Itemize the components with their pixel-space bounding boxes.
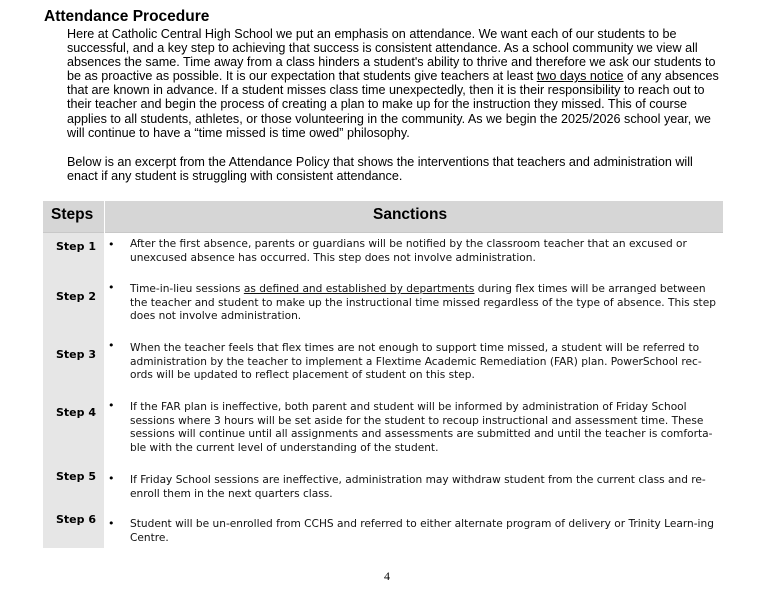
step-4-bullet: • bbox=[108, 399, 115, 412]
step-1-sanction: After the first absence, parents or guardians will be notified by the classroom teacher that an excused or unexcused absence has occurred. This step does not involve administration. bbox=[130, 238, 687, 264]
page-number: 4 bbox=[384, 569, 390, 583]
step-2-text-end: during flex times will be arranged between the teacher and student to make up the instructional time missed regardless of the type of absence. This step does not involve administration. bbox=[130, 283, 716, 323]
section-heading: Attendance Procedure bbox=[44, 8, 210, 25]
step-5-bullet: • bbox=[108, 472, 115, 485]
step-2-label: Step 2 bbox=[56, 290, 96, 303]
intro-text-start: Here at Catholic Central High School we put an emphasis on attendance. We want each of our students to be successful, and a key step to achieving that success is consistent attendance. As a school community we view all absences the same. Time away from a class hinders a student's ability to thrive and therefore we ask our students to be as proactive as possible. It is our expectation that students give teachers at least bbox=[67, 27, 716, 84]
intro-text-end: of any absences that are known in advance. If a student misses class time unexpectedly, then it is their responsibility to reach out to their teacher and begin the process of creating a plan to make up for the instruction they missed. This of course applies to all students, athletes, or those volunteering in the community. As we begin the 2025/2026 school year, we will continue to have a “time missed is time owed” philosophy. bbox=[67, 69, 719, 140]
steps-column-header: Steps bbox=[51, 206, 94, 223]
step-2-bullet: • bbox=[108, 281, 115, 294]
step-3-sanction: When the teacher feels that flex times are not enough to support time missed, a student will be referred to administration by the teacher to implement a Flextime Academic Remediation (FAR) plan. PowerSchool rec-ords will be updated to reflect placement of student on this step. bbox=[130, 342, 702, 382]
step-2-text-start: Time-in-lieu sessions bbox=[130, 283, 244, 295]
step-3-label: Step 3 bbox=[56, 348, 96, 361]
header-divider bbox=[104, 201, 105, 233]
step-2-sanction bbox=[130, 283, 720, 324]
step-1-bullet: • bbox=[108, 238, 115, 251]
step-5-sanction: If Friday School sessions are ineffective, administration may withdraw student from the current class and re-enroll them in the next quarters class. bbox=[130, 474, 706, 500]
steps-column bbox=[43, 233, 104, 548]
intro-paragraph bbox=[67, 27, 727, 140]
step-1-label: Step 1 bbox=[56, 240, 96, 253]
table-header bbox=[43, 201, 723, 233]
step-6-label: Step 6 bbox=[56, 513, 96, 526]
step-4-sanction: If the FAR plan is ineffective, both parent and student will be informed by administration of Friday School sessions where 3 hours will be set aside for the student to recoup instructional and assessment time. These sessions will continue until all assignments and assessments are submitted and until the teacher is comforta-ble with the current level of understanding of the student. bbox=[130, 401, 713, 454]
sanctions-table bbox=[43, 201, 723, 548]
two-days-notice-text: two days notice bbox=[536, 69, 624, 84]
step-5-label: Step 5 bbox=[56, 470, 96, 483]
step-4-label: Step 4 bbox=[56, 406, 96, 419]
step-6-sanction: Student will be un-enrolled from CCHS and referred to either alternate program of delivery or Trinity Learn-ing Centre. bbox=[130, 518, 714, 544]
step-2-underlined-text: as defined and established by departments bbox=[243, 283, 475, 295]
step-3-bullet: • bbox=[108, 339, 115, 352]
sanctions-column-header: Sanctions bbox=[373, 206, 448, 223]
excerpt-note: Below is an excerpt from the Attendance Policy that shows the interventions that teachers and administration will enact if any student is struggling with consistent attendance. bbox=[67, 155, 693, 184]
step-6-bullet: • bbox=[108, 517, 115, 530]
